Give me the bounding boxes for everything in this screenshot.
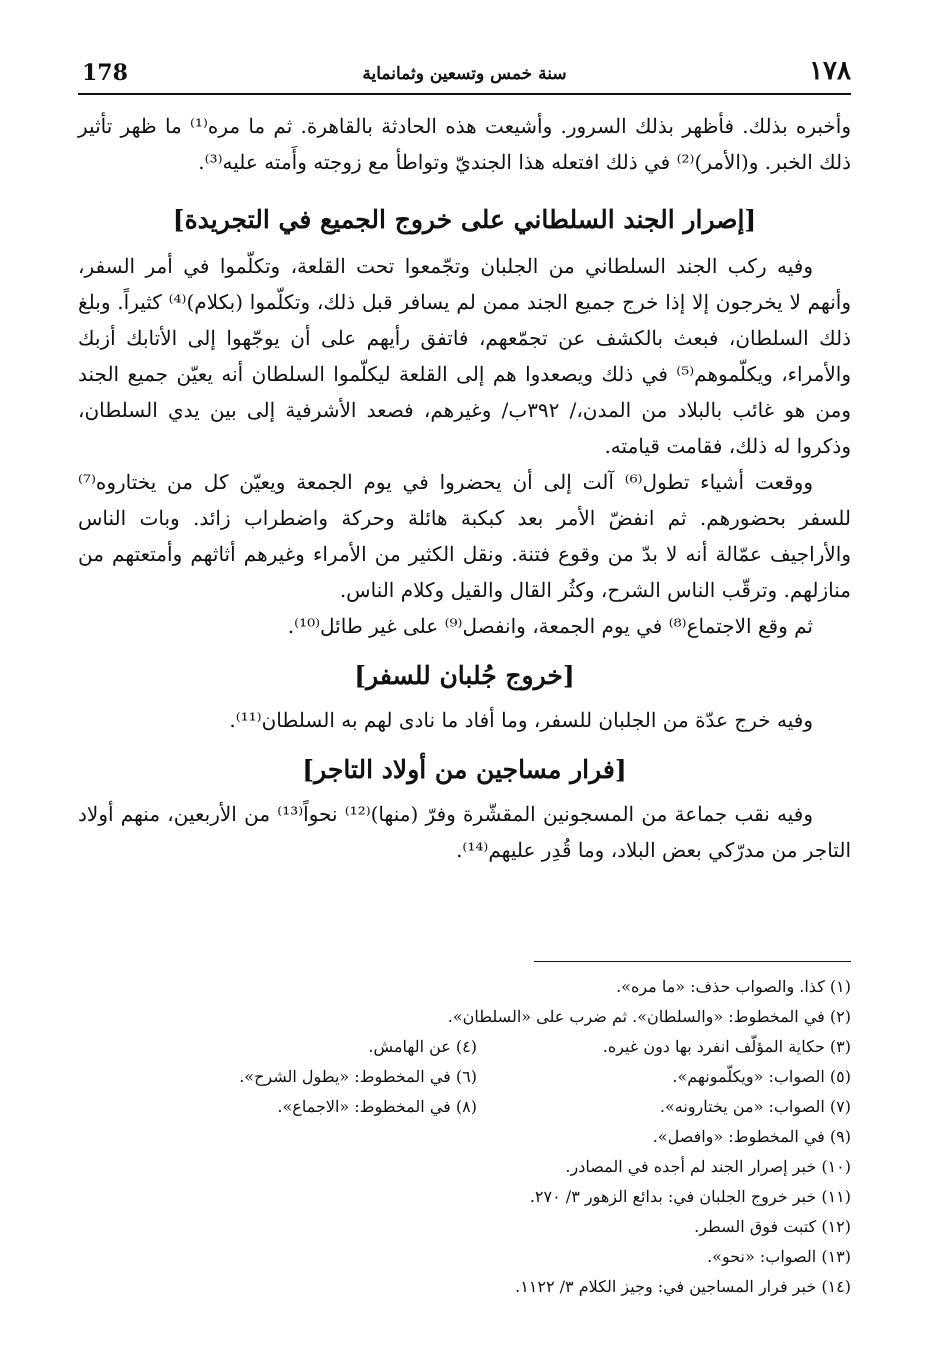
paragraph: وأخبره بذلك. فأظهر بذلك السرور. وأشيعت هذه الحادثة بالقاهرة. ثم ما مره⁽¹⁾ ما ظهر تأثير ذلك الخبر. و(الأمر)⁽²⁾ في ذلك افتعله هذا الجنديّ وتواطأ مع زوجته وأَمته عليه⁽³⁾. [78,114,852,174]
footnote-row [78,1062,851,1092]
running-title: سنة خمس وتسعين وثمانماية [362,64,567,84]
section-heading: [فرار مساجين من أولاد التاجر] [302,755,627,784]
footnote-entry: (١٠) خبر إصرار الجند لم أجده في المصادر. [565,1157,851,1176]
footnote-row [78,1002,851,1032]
footnote-entry: (١٢) كتبت فوق السطر. [694,1217,851,1236]
paragraph: ثم وقع الاجتماع⁽⁸⁾ في يوم الجمعة، وانفصل⁽⁹⁾ على غير طائل⁽¹⁰⁾. [287,614,813,638]
paragraph: وفيه نقب جماعة من المسجونين المقشّرة وفرّ (منها)⁽¹²⁾ نحواً⁽¹³⁾ من الأربعين، منهم أولاد التاجر من مدرّكي بعض البلاد، وما قُدِر عليهم⁽¹⁴⁾. [78,802,851,862]
footnote-row [78,1182,851,1212]
paragraph: وفيه ركب الجند السلطاني من الجلبان وتجّمعوا تحت القلعة، وتكلّموا في أمر السفر، وأنهم لا يخرجون إلا إذا خرج جميع الجند ممن لم يسافر قبل ذلك، وتكلّموا (بكلام)⁽⁴⁾ كثيراً. وبلغ ذلك السلطان، فبعث بالكشف عن تجمّعهم، فاتفق رأيهم على أن يوجّهوا إلى الأتابك أزبك والأمراء، ويكلّموهم⁽⁵⁾ في ذلك ويصعدوا هم إلى القلعة ليكلّموا السلطان أنه يعيّن جميع الجند ومن هو غائب بالبلاد من المدن،/ ٣٩٢ب/ وغيرهم، فصعد الأشرفية إلى بين يدي السلطان، وذكروا له ذلك، فقامت قيامته. [78,254,851,458]
page-number-latin: 178 [82,60,128,86]
paragraph: وفيه خرج عدّة من الجلبان للسفر، وما أفاد ما نادى لهم به السلطان⁽¹¹⁾. [229,708,813,732]
footnote-row [78,1152,851,1182]
header-rule [78,93,851,95]
footnote-entry: (١) كذا. والصواب حذف: «ما مره». [616,977,851,996]
footnote-entry: (٨) في المخطوط: «الاجماع». [277,1097,477,1116]
section-heading: [إصرار الجند السلطاني على خروج الجميع في التجريدة] [172,205,757,234]
footnote-row [78,1032,851,1062]
running-header [78,48,851,94]
footnote-entry: (٤) عن الهامش. [368,1037,477,1056]
main-text [78,108,851,868]
footnote-entry: (٩) في المخطوط: «وافصل». [652,1127,851,1146]
footnote-row [78,1092,851,1122]
page-number-arabic: ١٧٨ [809,56,851,86]
footnote-row [78,1242,851,1272]
footnote-row [78,1272,851,1302]
footnote-entry: (١١) خبر خروج الجلبان في: بدائع الزهور ٣/ ٢٧٠. [529,1187,851,1206]
footnote-separator [534,961,851,962]
footnote-row [78,972,851,1002]
footnote-entry: (٧) الصواب: «من يختارونه». [659,1097,851,1116]
footnote-entry: (٦) في المخطوط: «يطول الشرح». [239,1067,477,1086]
footnote-entry: (١٤) خبر فرار المساجين في: وجيز الكلام ٣/ ١١٢٢. [515,1277,851,1296]
footnote-row [78,1122,851,1152]
footnote-entry: (٢) في المخطوط: «والسلطان». ثم ضرب على «السلطان». [447,1007,851,1026]
footnote-entry: (٥) الصواب: «ويكلّمونهم». [672,1067,851,1086]
footnote-row [78,1212,851,1242]
paragraph: ووقعت أشياء تطول⁽⁶⁾ آلت إلى أن يحضروا في يوم الجمعة ويعيّن كل من يختاروه⁽⁷⁾ للسفر بحضورهم. ثم انفضّ الأمر بعد كبكبة هائلة وحركة واضطراب زائد. وبات الناس والأراجيف عمّالة أنه لا بدّ من وقوع فتنة. ونقل الكثير من الأمراء وغيرهم أثاثهم وأمتعتهم من منازلهم. وترقّب الناس الشرح، وكثُر القال والقيل وكلام الناس. [78,470,851,602]
footnote-entry: (٣) حكاية المؤلّف انفرد بها دون غيره. [602,1037,851,1056]
section-heading: [خروج جُلبان للسفر] [354,661,575,690]
footnote-entry: (١٣) الصواب: «نحو». [707,1247,851,1266]
footnotes [78,972,851,1302]
